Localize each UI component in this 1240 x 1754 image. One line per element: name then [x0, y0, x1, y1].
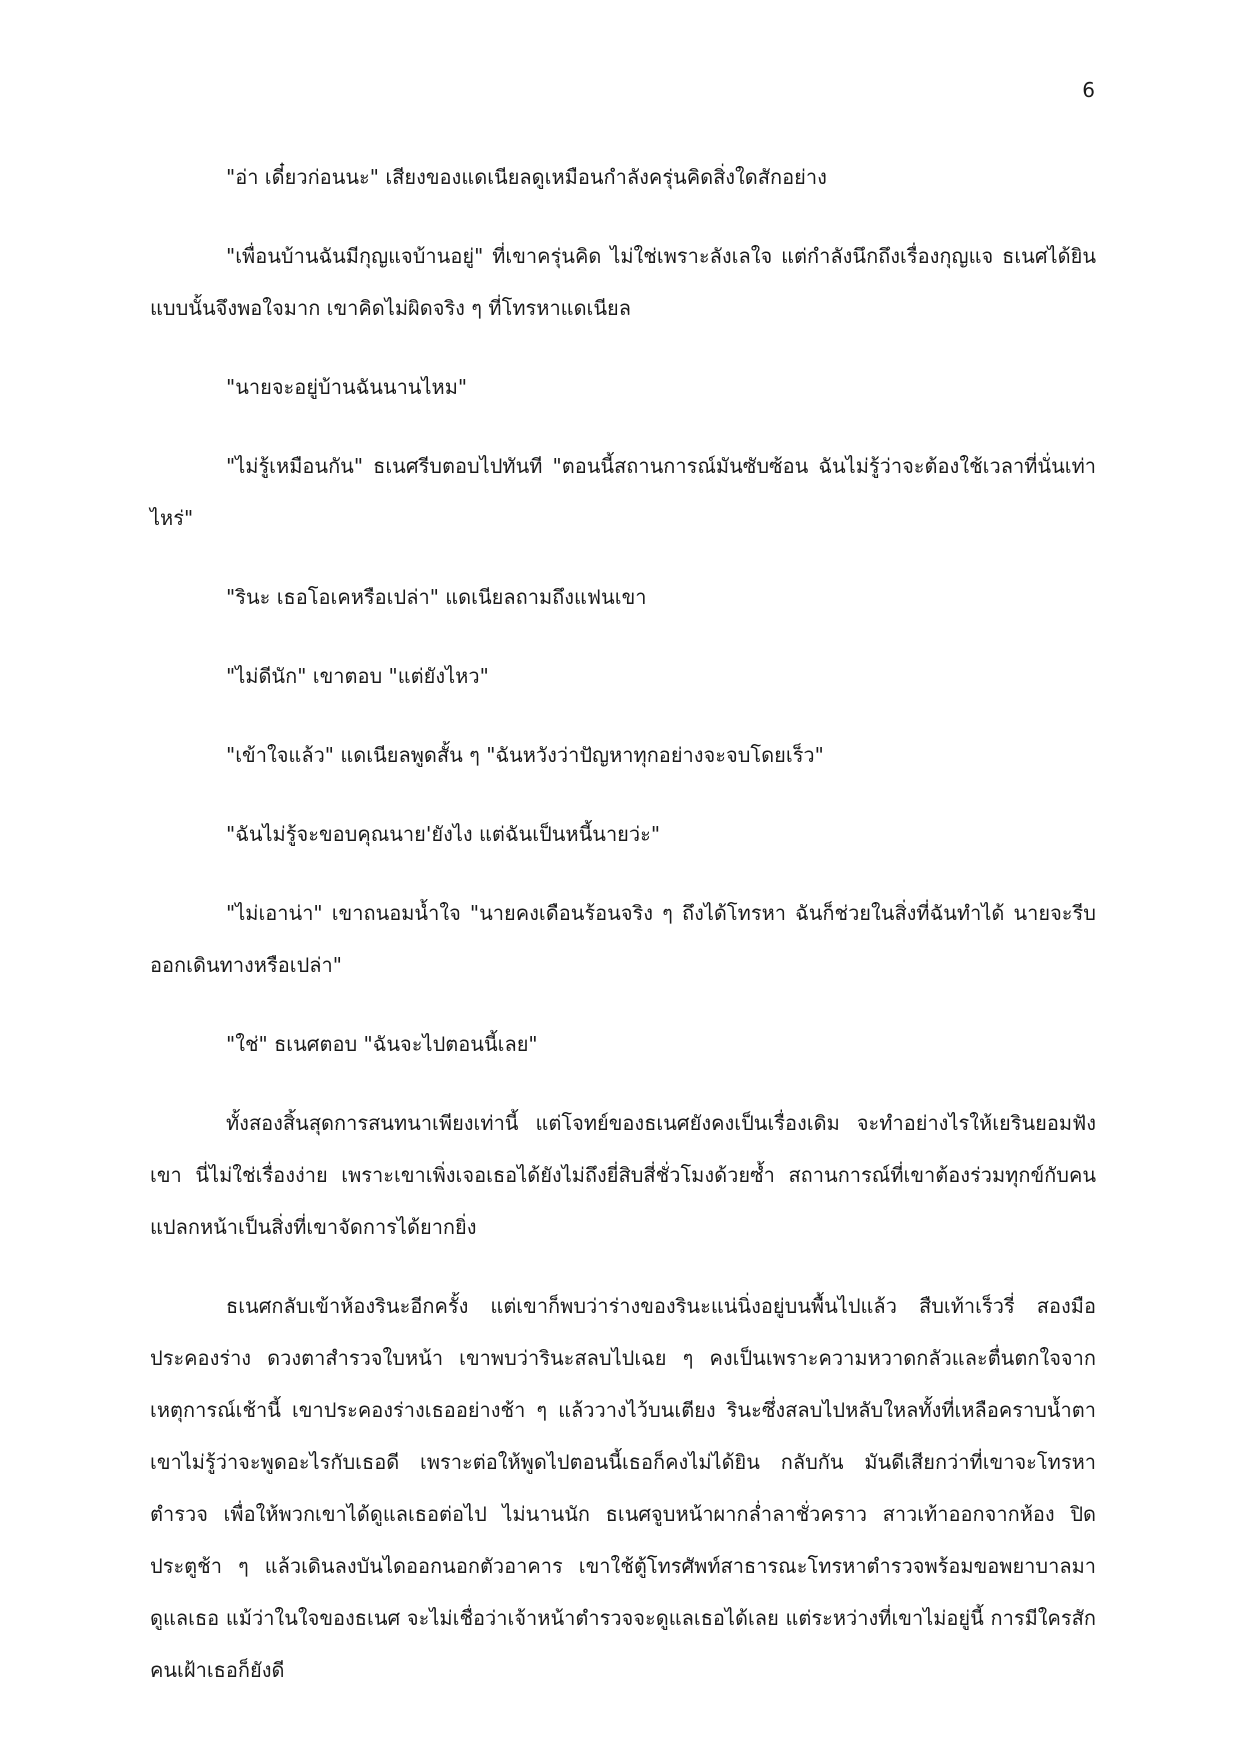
paragraph-4: "ไม่รู้เหมือนกัน" ธเนศรีบตอบไปทันที "ตอนนี้สถานการณ์มันซับซ้อน ฉันไม่รู้ว่าจะต้องใช้เวลาที่นั่นเท่าไหร่"	[150, 454, 1096, 530]
page-number: 6	[1082, 78, 1095, 102]
paragraph-11: ทั้งสองสิ้นสุดการสนทนาเพียงเท่านี้ แต่โจทย์ของธเนศยังคงเป็นเรื่องเดิม จะทำอย่างไรให้เยรินยอมฟังเขา นี่ไม่ใช่เรื่องง่าย เพราะเขาเพิ่งเจอเธอได้ยังไม่ถึงยี่สิบสี่ชั่วโมงด้วยซ้ำ สถานการณ์ที่เขาต้องร่วมทุกข์กับคนแปลกหน้าเป็นสิ่งที่เขาจัดการได้ยากยิ่ง	[150, 1111, 1096, 1239]
body-text	[150, 151, 1096, 1723]
paragraph-3: "นายจะอยู่บ้านฉันนานไหม"	[226, 375, 468, 399]
paragraph-8: "ฉันไม่รู้จะขอบคุณนาย'ยังไง แต่ฉันเป็นหนี้นายว่ะ"	[226, 822, 661, 846]
paragraph-10: "ใช่" ธเนศตอบ "ฉันจะไปตอนนี้เลย"	[226, 1032, 538, 1056]
paragraph-1: "อ่า เดี๋ยวก่อนนะ" เสียงของแดเนียลดูเหมือนกำลังครุ่นคิดสิ่งใดสักอย่าง	[226, 165, 827, 189]
paragraph-12: ธเนศกลับเข้าห้องรินะอีกครั้ง แต่เขาก็พบว่าร่างของรินะแน่นิ่งอยู่บนพื้นไปแล้ว สืบเท้าเร็วรี่ สองมือประคองร่าง ดวงตาสำรวจใบหน้า เขาพบว่ารินะสลบไปเฉย ๆ คงเป็นเพราะความหวาดกลัวและตื่นตกใจจากเหตุการณ์เช้านี้ เขาประคองร่างเธออย่างช้า ๆ แล้ววางไว้บนเตียง รินะซึ่งสลบไปหลับใหลทั้งที่เหลือคราบน้ำตา เขาไม่รู้ว่าจะพูดอะไรกับเธอดี เพราะต่อให้พูดไปตอนนี้เธอก็คงไม่ได้ยิน กลับกัน มันดีเสียกว่าที่เขาจะโทรหาตำรวจ เพื่อให้พวกเขาได้ดูแลเธอต่อไป ไม่นานนัก ธเนศจูบหน้าผากล่ำลาชั่วคราว สาวเท้าออกจากห้อง ปิดประตูช้า ๆ แล้วเดินลงบันไดออกนอกตัวอาคาร เขาใช้ตู้โทรศัพท์สาธารณะโทรหาตำรวจพร้อมขอพยาบาลมาดูแลเธอ แม้ว่าในใจของธเนศ จะไม่เชื่อว่าเจ้าหน้าตำรวจจะดูแลเธอได้เลย แต่ระหว่างที่เขาไม่อยู่นี้ การมีใครสักคนเฝ้าเธอก็ยังดี	[150, 1294, 1097, 1682]
paragraph-9: "ไม่เอาน่า" เขาถนอมน้ำใจ "นายคงเดือนร้อนจริง ๆ ถึงได้โทรหา ฉันก็ช่วยในสิ่งที่ฉันทำได้ นายจะรีบออกเดินทางหรือเปล่า"	[150, 901, 1096, 977]
paragraph-2: "เพื่อนบ้านฉันมีกุญแจบ้านอยู่" ที่เขาครุ่นคิด ไม่ใช่เพราะลังเลใจ แต่กำลังนึกถึงเรื่องกุญแจ ธเนศได้ยินแบบนั้นจึงพอใจมาก เขาคิดไม่ผิดจริง ๆ ที่โทรหาแดเนียล	[150, 244, 1096, 320]
paragraph-5: "รินะ เธอโอเคหรือเปล่า" แดเนียลถามถึงแฟนเขา	[226, 585, 647, 609]
paragraph-7: "เข้าใจแล้ว" แดเนียลพูดสั้น ๆ "ฉันหวังว่าปัญหาทุกอย่างจะจบโดยเร็ว"	[226, 743, 824, 767]
paragraph-6: "ไม่ดีนัก" เขาตอบ "แต่ยังไหว"	[226, 664, 489, 688]
